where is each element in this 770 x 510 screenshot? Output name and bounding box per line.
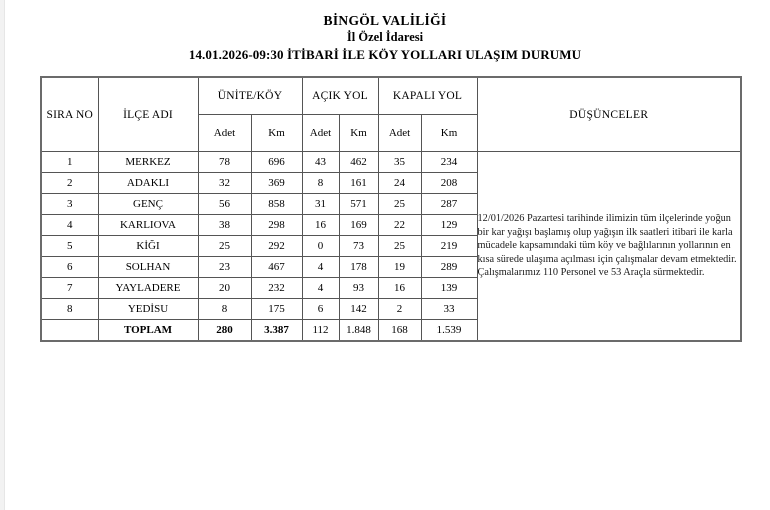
cell-acik-km: 161 — [339, 173, 378, 194]
cell-total-acik-km: 1.848 — [339, 320, 378, 342]
column-group-header-kapali-yol: KAPALI YOL — [378, 77, 477, 115]
page-subtitle: İl Özel İdaresi — [346, 30, 424, 44]
cell-acik-adet: 8 — [302, 173, 339, 194]
cell-total-unite-km: 3.387 — [251, 320, 302, 342]
cell-unite-km: 369 — [251, 173, 302, 194]
column-header-unite-km: Km — [251, 115, 302, 152]
cell-unite-km: 858 — [251, 194, 302, 215]
notes-line-4: kısa sürede ulaşıma açılması için çalışmalar devam etmektedir. — [477, 253, 737, 265]
cell-kapali-km: 287 — [421, 194, 477, 215]
cell-unite-adet: 23 — [198, 257, 251, 278]
cell-ilce-adi: KARLIOVA — [98, 215, 198, 236]
cell-sira-no: 4 — [41, 215, 98, 236]
column-group-header-acik-yol: AÇIK YOL — [302, 77, 378, 115]
column-header-unite-adet: Adet — [198, 115, 251, 152]
cell-ilce-adi: KİĞI — [98, 236, 198, 257]
cell-unite-km: 232 — [251, 278, 302, 299]
cell-unite-adet: 56 — [198, 194, 251, 215]
cell-sira-no: 2 — [41, 173, 98, 194]
page-edge — [0, 0, 5, 510]
cell-acik-adet: 4 — [302, 278, 339, 299]
cell-ilce-adi: GENÇ — [98, 194, 198, 215]
column-header-ilce-adi: İLÇE ADI — [98, 77, 198, 152]
cell-ilce-adi: ADAKLI — [98, 173, 198, 194]
column-header-kapali-adet: Adet — [378, 115, 421, 152]
cell-kapali-adet: 22 — [378, 215, 421, 236]
road-status-table — [40, 76, 742, 342]
cell-total-kapali-adet: 168 — [378, 320, 421, 342]
cell-acik-adet: 6 — [302, 299, 339, 320]
cell-unite-km: 292 — [251, 236, 302, 257]
cell-unite-adet: 25 — [198, 236, 251, 257]
notes-text-block — [478, 212, 741, 280]
notes-line-1: 12/01/2026 Pazartesi tarihinde ilimizin tüm ilçelerinde yoğun — [477, 213, 731, 225]
column-header-kapali-km: Km — [421, 115, 477, 152]
cell-acik-km: 169 — [339, 215, 378, 236]
cell-kapali-adet: 16 — [378, 278, 421, 299]
cell-acik-adet: 0 — [302, 236, 339, 257]
cell-sira-no: 6 — [41, 257, 98, 278]
cell-sira-no: 7 — [41, 278, 98, 299]
cell-acik-km: 93 — [339, 278, 378, 299]
cell-kapali-adet: 2 — [378, 299, 421, 320]
cell-unite-adet: 20 — [198, 278, 251, 299]
cell-kapali-km: 33 — [421, 299, 477, 320]
column-header-acik-adet: Adet — [302, 115, 339, 152]
cell-kapali-adet: 35 — [378, 152, 421, 173]
cell-unite-adet: 32 — [198, 173, 251, 194]
cell-total-label: TOPLAM — [98, 320, 198, 342]
cell-total-kapali-km: 1.539 — [421, 320, 477, 342]
cell-kapali-km: 129 — [421, 215, 477, 236]
cell-kapali-km: 234 — [421, 152, 477, 173]
cell-total-acik-adet: 112 — [302, 320, 339, 342]
cell-dusunceler-notes — [477, 152, 741, 342]
cell-sira-no — [41, 320, 98, 342]
cell-kapali-km: 219 — [421, 236, 477, 257]
cell-kapali-adet: 25 — [378, 236, 421, 257]
cell-acik-adet: 31 — [302, 194, 339, 215]
cell-ilce-adi: MERKEZ — [98, 152, 198, 173]
column-header-dusunceler: DÜŞÜNCELER — [477, 77, 741, 152]
cell-kapali-adet: 25 — [378, 194, 421, 215]
cell-kapali-km: 289 — [421, 257, 477, 278]
cell-kapali-km: 139 — [421, 278, 477, 299]
cell-acik-km: 571 — [339, 194, 378, 215]
cell-ilce-adi: YAYLADERE — [98, 278, 198, 299]
cell-sira-no: 3 — [41, 194, 98, 215]
cell-acik-km: 142 — [339, 299, 378, 320]
cell-unite-adet: 8 — [198, 299, 251, 320]
table-header-row-1 — [41, 77, 741, 115]
page-title: BİNGÖL VALİLİĞİ — [323, 13, 447, 28]
table-row — [41, 152, 741, 173]
cell-acik-adet: 16 — [302, 215, 339, 236]
cell-acik-adet: 43 — [302, 152, 339, 173]
document-title-block — [0, 12, 770, 64]
cell-unite-adet: 78 — [198, 152, 251, 173]
cell-kapali-adet: 24 — [378, 173, 421, 194]
cell-kapali-adet: 19 — [378, 257, 421, 278]
cell-unite-km: 298 — [251, 215, 302, 236]
cell-ilce-adi: SOLHAN — [98, 257, 198, 278]
column-group-header-unite-koy: ÜNİTE/KÖY — [198, 77, 302, 115]
cell-acik-adet: 4 — [302, 257, 339, 278]
column-header-acik-km: Km — [339, 115, 378, 152]
cell-sira-no: 1 — [41, 152, 98, 173]
table-body — [41, 152, 741, 342]
notes-line-5: Çalışmalarımız 110 Personel ve 53 Araçla sürmektedir. — [477, 267, 705, 279]
notes-line-3: mücadele kapsamındaki tüm köy ve bağlılarının yollarının en — [477, 240, 731, 252]
column-header-sira-no: SIRA NO — [41, 77, 98, 152]
cell-sira-no: 5 — [41, 236, 98, 257]
table-header — [41, 77, 741, 152]
cell-acik-km: 462 — [339, 152, 378, 173]
cell-kapali-km: 208 — [421, 173, 477, 194]
road-status-table-container — [40, 76, 740, 342]
cell-acik-km: 73 — [339, 236, 378, 257]
cell-ilce-adi: YEDİSU — [98, 299, 198, 320]
cell-unite-km: 467 — [251, 257, 302, 278]
report-date-heading: 14.01.2026-09:30 İTİBARİ İLE KÖY YOLLARI ULAŞIM DURUMU — [188, 47, 582, 62]
cell-unite-adet: 38 — [198, 215, 251, 236]
cell-unite-km: 696 — [251, 152, 302, 173]
cell-total-unite-adet: 280 — [198, 320, 251, 342]
cell-acik-km: 178 — [339, 257, 378, 278]
cell-sira-no: 8 — [41, 299, 98, 320]
notes-line-2: bir kar yağışı başlamış olup yağışın ilk saatleri itibari ile karla — [477, 226, 733, 238]
cell-unite-km: 175 — [251, 299, 302, 320]
